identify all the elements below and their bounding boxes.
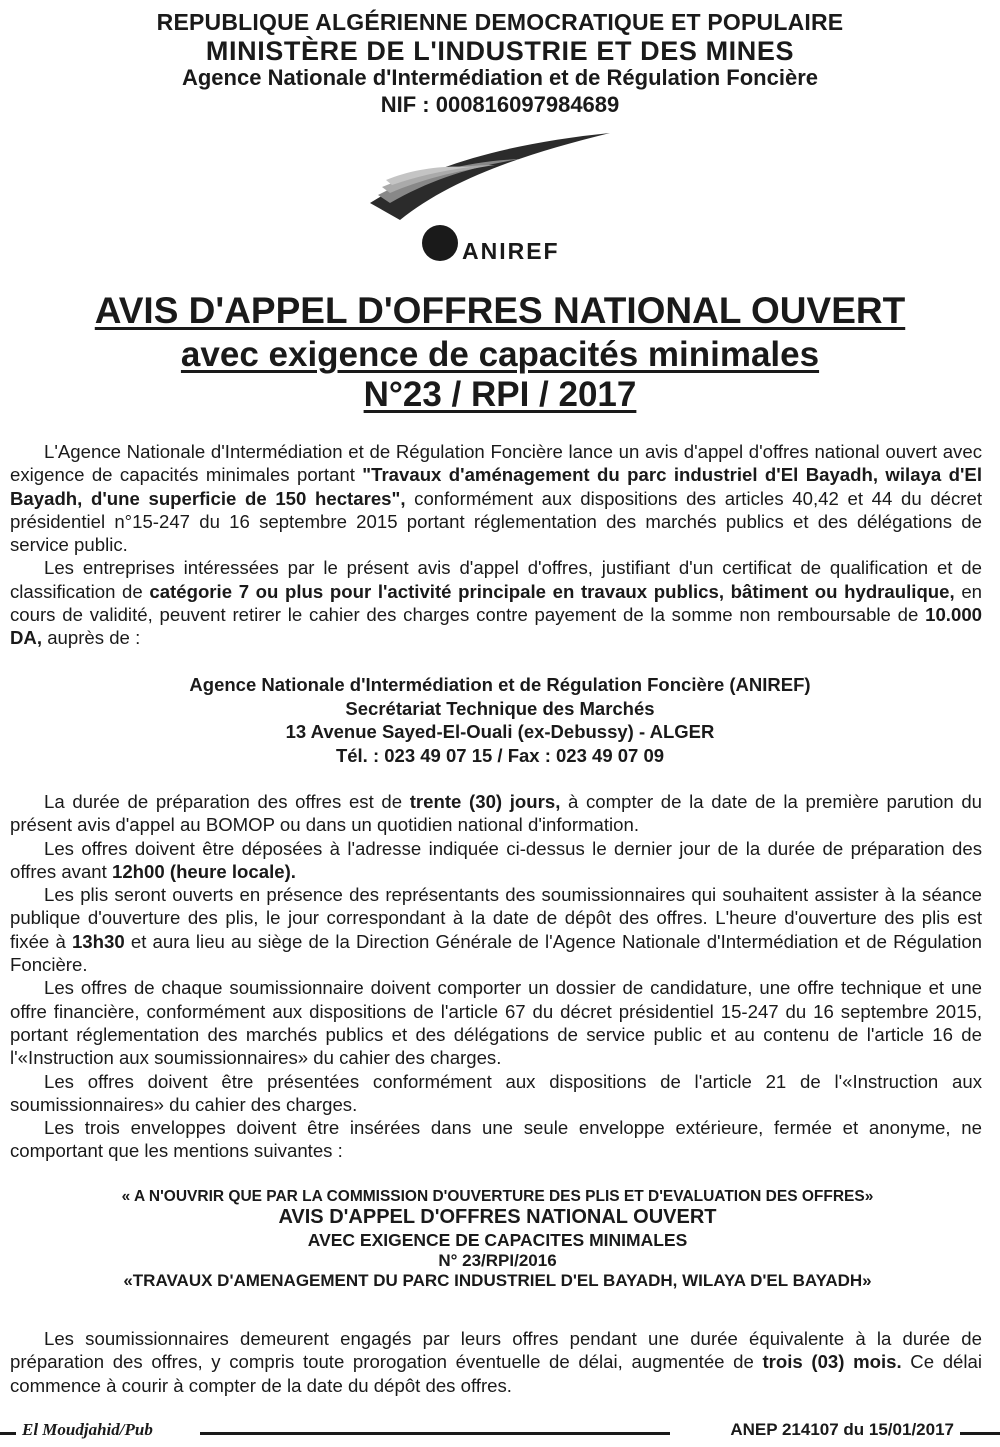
paragraph-deposit: Les offres doivent être déposées à l'adresse indiquée ci-dessus le dernier jour de la durée de préparation des offres avant 12h00 (heure locale).	[10, 837, 982, 882]
address-street: 13 Avenue Sayed-El-Ouali (ex-Debussy) - ALGER	[285, 721, 715, 742]
footer-anep-reference: ANEP 214107 du 15/01/2017	[724, 1420, 960, 1440]
address-phone-fax: Tél. : 023 49 07 15 / Fax : 023 49 07 09	[335, 744, 665, 766]
envelope-mentions	[0, 1188, 995, 1291]
notice-subtitle: avec exigence de capacités minimales	[180, 335, 820, 374]
footer-rule-right	[960, 1432, 1000, 1435]
header-nif: NIF : 000816097984689	[380, 92, 620, 117]
notice-number: N°23 / RPI / 2017	[363, 375, 637, 414]
footer	[0, 1420, 1000, 1442]
envelope-line-object: «TRAVAUX D'AMENAGEMENT DU PARC INDUSTRIEL D'EL BAYADH, WILAYA D'EL BAYADH»	[123, 1270, 872, 1290]
address-secretariat: Secrétariat Technique des Marchés	[345, 697, 655, 719]
envelope-line-number: N° 23/RPI/2016	[438, 1250, 557, 1270]
paragraph-presentation: Les offres doivent être présentées conformément aux dispositions de l'article 21 de l'«Instruction aux soumissionnaires» du cahier des charges.	[10, 1070, 982, 1115]
envelope-line-title: AVIS D'APPEL D'OFFRES NATIONAL OUVERT	[278, 1206, 717, 1229]
intro-section	[10, 440, 982, 650]
paragraph-eligibility: Les entreprises intéressées par le présent avis d'appel d'offres, justifiant d'un certificat de qualification et de classification de catégorie 7 ou plus pour l'activité principale en travaux publics, bâtiment ou hydraulique, en cours de validité, peuvent retirer le cahier des charges contre payement de la somme non remboursable de 10.000 DA, auprès de :	[10, 557, 982, 649]
header-ministry: MINISTÈRE DE L'INDUSTRIE ET DES MINES	[205, 36, 795, 66]
notice-title: AVIS D'APPEL D'OFFRES NATIONAL OUVERT	[94, 290, 906, 331]
logo-text: ANIREF	[462, 238, 560, 264]
paragraph-commitment: Les soumissionnaires demeurent engagés par leurs offres pendant une durée équivalente à la durée de préparation des offres, y compris toute prorogation éventuelle de délai, augmentée de trois (03) mois. Ce délai commence à courir à compter de la date du dépôt des offres.	[10, 1328, 982, 1396]
envelope-line-open: « A N'OUVRIR QUE PAR LA COMMISSION D'OUVERTURE DES PLIS ET D'EVALUATION DES OFFRES»	[121, 1188, 874, 1205]
paragraph-duration: La durée de préparation des offres est de trente (30) jours, à compter de la date de la première parution du présent avis d'appel au BOMOP ou dans un quotidien national d'information.	[10, 791, 983, 836]
paragraph-opening: Les plis seront ouverts en présence des représentants des soumissionnaires qui souhaitent assister à la séance publique d'ouverture des plis, le jour correspondant à la date de dépôt des offres. L'heure d'ouverture des plis est fixée à 13h30 et aura lieu au siège de la Direction Générale de l'Agence Nationale d'Intermédiation et de Régulation Foncière.	[10, 884, 983, 976]
paragraph-envelopes: Les trois enveloppes doivent être insérées dans une seule enveloppe extérieure, fermée et anonyme, ne comportant que les mentions suivantes :	[10, 1117, 982, 1162]
address-agency: Agence Nationale d'Intermédiation et de Régulation Foncière (ANIREF)	[189, 674, 811, 695]
footer-publication: El Moudjahid/Pub	[16, 1420, 159, 1440]
commitment-section	[10, 1327, 982, 1397]
header-agency: Agence Nationale d'Intermédiation et de Régulation Foncière	[181, 65, 818, 90]
aniref-logo-icon	[360, 125, 620, 275]
conditions-section	[10, 790, 982, 1163]
address-block	[0, 673, 1000, 767]
footer-rule-left	[0, 1432, 16, 1435]
paragraph-intro: L'Agence Nationale d'Intermédiation et de Régulation Foncière lance un avis d'appel d'offres national ouvert avec exigence de capacités minimales portant "Travaux d'aménagement du parc industriel d'El Bayadh, wilaya d'El Bayadh, d'une superficie de 150 hectares", conformément aux dispositions des articles 40,42 et 44 du décret présidentiel n°15-247 du 16 septembre 2015 portant réglementation des marchés publics et des délégations de service public.	[10, 441, 983, 556]
footer-rule-middle	[200, 1432, 670, 1435]
envelope-line-subtitle: AVEC EXIGENCE DE CAPACITES MINIMALES	[307, 1229, 688, 1250]
header-republic: REPUBLIQUE ALGÉRIENNE DEMOCRATIQUE ET POPULAIRE	[156, 9, 844, 35]
paragraph-contents: Les offres de chaque soumissionnaire doivent comporter un dossier de candidature, une offre technique et une offre financière, conformément aux dispositions de l'article 67 du décret présidentiel 15-247 du 16 septembre 2015, portant réglementation des marchés publics et des délégations de service public et au contenu de l'article 16 de l'«Instruction aux soumissionnaires» du cahier des charges.	[10, 977, 982, 1069]
